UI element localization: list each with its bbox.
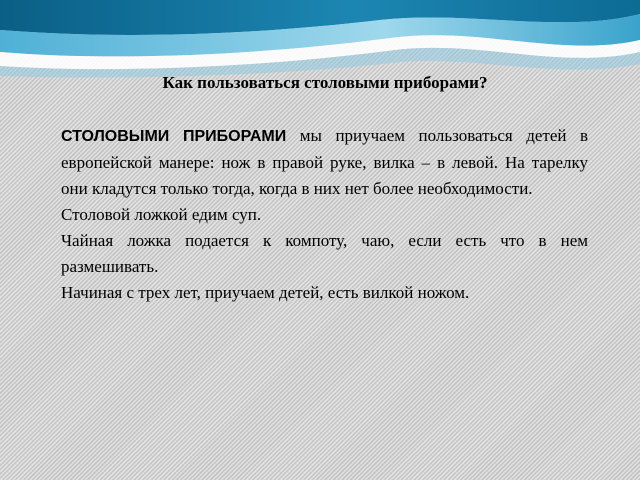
paragraph bbox=[61, 280, 588, 306]
paragraph bbox=[61, 202, 588, 228]
paragraph-lead: СТОЛОВЫМИ ПРИБОРАМИ bbox=[61, 128, 287, 145]
paragraph-text: мы приучаем пользоваться детей в европейской манере: нож в правой руке, вилка – в левой. На тарелку они кладутся только тогда, когда в них нет более необходимости. bbox=[61, 126, 589, 198]
paragraph-text: Чайная ложка подается к компоту, чаю, если есть что в нем размешивать. bbox=[61, 231, 588, 276]
wave-header-decoration bbox=[0, 0, 640, 80]
paragraph bbox=[61, 228, 588, 280]
body-text bbox=[61, 123, 588, 306]
slide-title: Как пользоваться столовыми приборами? bbox=[162, 73, 488, 92]
paragraph bbox=[61, 123, 588, 202]
paragraph-text: Начиная с трех лет, приучаем детей, есть вилкой ножом. bbox=[61, 283, 470, 302]
paragraph-text: Столовой ложкой едим суп. bbox=[61, 205, 262, 224]
